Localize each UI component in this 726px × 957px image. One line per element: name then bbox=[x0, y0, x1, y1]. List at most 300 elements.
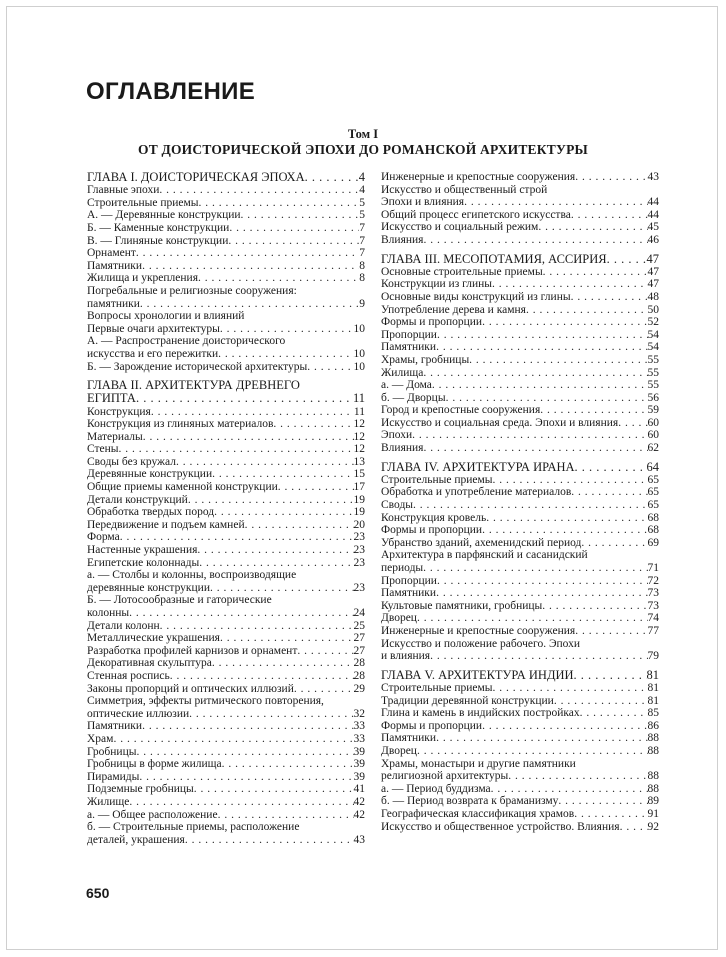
toc-entry bbox=[87, 519, 365, 532]
entry-title: Пирамиды bbox=[87, 770, 140, 783]
entry-page-number: 89 bbox=[647, 795, 659, 808]
entry-title: Жилища bbox=[381, 366, 424, 379]
dot-leader bbox=[212, 468, 353, 481]
entry-page-number: 29 bbox=[353, 682, 365, 695]
dot-leader bbox=[469, 354, 647, 367]
toc-entry bbox=[87, 335, 365, 360]
entry-title: Памятники bbox=[381, 732, 437, 745]
toc-chapter bbox=[381, 253, 659, 266]
dot-leader bbox=[508, 770, 647, 783]
dot-leader bbox=[194, 783, 354, 796]
toc-chapter bbox=[87, 379, 365, 405]
entry-page-number: 73 bbox=[647, 587, 659, 600]
dot-leader bbox=[218, 348, 353, 361]
entry-page-number: 88 bbox=[647, 770, 659, 783]
entry-title: Пропорции bbox=[381, 328, 437, 341]
entry-page-number: 47 bbox=[647, 265, 659, 278]
toc-entry bbox=[87, 821, 365, 846]
entry-title: Строительные приемы bbox=[87, 196, 199, 209]
dot-leader bbox=[136, 746, 353, 759]
dot-leader bbox=[575, 461, 647, 474]
toc-entry bbox=[87, 481, 365, 494]
entry-title-line: Симметрия, эффекты ритмического повторения, bbox=[87, 695, 324, 708]
dot-leader bbox=[446, 392, 648, 405]
toc-entry bbox=[87, 783, 365, 796]
entry-page-number: 46 bbox=[647, 233, 659, 246]
entry-page-number: 28 bbox=[353, 669, 365, 682]
toc-entry bbox=[87, 285, 365, 310]
entry-title: Формы и пропорции bbox=[381, 524, 483, 537]
entry-page-number: 62 bbox=[647, 442, 659, 455]
dot-leader bbox=[423, 367, 647, 380]
entry-title: ЕГИПТА bbox=[87, 391, 136, 406]
dot-leader bbox=[412, 429, 647, 442]
toc-entry bbox=[87, 531, 365, 544]
toc-entry bbox=[87, 695, 365, 720]
toc-entry bbox=[87, 456, 365, 469]
entry-title: деревянные конструкции bbox=[87, 581, 210, 594]
entry-page-number: 73 bbox=[647, 599, 659, 612]
entry-page-number: 5 bbox=[359, 209, 365, 222]
entry-page-number: 88 bbox=[647, 732, 659, 745]
dot-leader bbox=[136, 247, 359, 260]
entry-title: Детали конструкций bbox=[87, 493, 188, 506]
dot-leader bbox=[464, 196, 647, 209]
dot-leader bbox=[491, 783, 648, 796]
entry-page-number: 50 bbox=[647, 303, 659, 316]
dot-leader bbox=[581, 537, 647, 550]
toc-entry bbox=[381, 512, 659, 525]
entry-title: Искусство и социальный режим bbox=[381, 221, 539, 234]
entry-page-number: 39 bbox=[353, 745, 365, 758]
toc-entry bbox=[381, 783, 659, 796]
dot-leader bbox=[423, 562, 647, 575]
entry-title: Детали колонн bbox=[87, 619, 160, 632]
toc-entry bbox=[87, 771, 365, 784]
entry-title: Влияния bbox=[381, 233, 424, 246]
entry-page-number: 12 bbox=[353, 418, 365, 431]
dot-leader bbox=[113, 733, 353, 746]
toc-entry bbox=[87, 796, 365, 809]
entry-title: искусства и его пережитки bbox=[87, 347, 219, 360]
entry-page-number: 54 bbox=[647, 341, 659, 354]
entry-title: Культовые памятники, гробницы bbox=[381, 599, 543, 612]
entry-title: Вопросы хронологии и влияний bbox=[87, 310, 245, 323]
dot-leader bbox=[607, 253, 647, 266]
dot-leader bbox=[129, 607, 353, 620]
entry-title: Общие приемы каменной конструкции bbox=[87, 481, 278, 494]
toc-entry bbox=[381, 682, 659, 695]
entry-page-number: 43 bbox=[647, 171, 659, 183]
entry-page-number: 23 bbox=[353, 581, 365, 594]
toc-entry bbox=[381, 549, 659, 574]
entry-page-number: 27 bbox=[353, 632, 365, 645]
volume-title: ОТ ДОИСТОРИЧЕСКОЙ ЭПОХИ ДО РОМАНСКОЙ АРХИТЕКТУРЫ bbox=[138, 142, 588, 157]
entry-title: Памятники bbox=[381, 341, 437, 354]
entry-page-number: 33 bbox=[353, 720, 365, 733]
toc-entry bbox=[381, 221, 659, 234]
entry-title: Искусство и социальная среда. Эпохи и влияния bbox=[381, 416, 619, 429]
entry-page-number: 44 bbox=[647, 196, 659, 209]
dot-leader bbox=[278, 481, 354, 494]
toc-entry bbox=[87, 260, 365, 273]
entry-page-number: 81 bbox=[647, 681, 659, 694]
entry-page-number: 10 bbox=[353, 360, 365, 373]
dot-leader bbox=[486, 512, 647, 525]
dot-leader bbox=[142, 720, 353, 733]
dot-leader bbox=[575, 625, 647, 638]
entry-title: Стенная роспись bbox=[87, 669, 170, 682]
toc-entry bbox=[381, 266, 659, 279]
entry-title: Своды bbox=[381, 499, 414, 512]
dot-leader bbox=[307, 361, 353, 374]
entry-title: колонны bbox=[87, 607, 130, 620]
toc-entry bbox=[87, 645, 365, 658]
entry-page-number: 24 bbox=[353, 607, 365, 620]
entry-title: Влияния bbox=[381, 442, 424, 455]
entry-title: Памятники bbox=[87, 720, 143, 733]
entry-page-number: 47 bbox=[646, 251, 659, 266]
entry-page-number: 7 bbox=[359, 234, 365, 247]
toc-entry bbox=[87, 323, 365, 336]
toc-entry bbox=[381, 304, 659, 317]
entry-page-number: 5 bbox=[359, 196, 365, 209]
toc-entry bbox=[87, 544, 365, 557]
entry-page-number: 12 bbox=[353, 430, 365, 443]
dot-leader bbox=[228, 235, 359, 248]
entry-page-number: 72 bbox=[647, 574, 659, 587]
entry-title: деталей, украшения bbox=[87, 833, 185, 846]
entry-title: Форма bbox=[87, 531, 120, 544]
dot-leader bbox=[554, 695, 648, 708]
entry-title: Храм bbox=[87, 732, 114, 745]
toc-entry bbox=[381, 600, 659, 613]
entry-page-number: 69 bbox=[647, 536, 659, 549]
dot-leader bbox=[188, 494, 354, 507]
entry-page-number: 56 bbox=[647, 391, 659, 404]
toc-entry bbox=[381, 429, 659, 442]
dot-leader bbox=[245, 519, 354, 532]
toc-entry bbox=[87, 569, 365, 594]
entry-page-number: 65 bbox=[647, 473, 659, 486]
entry-title-line: ГЛАВА II. АРХИТЕКТУРА ДРЕВНЕГО bbox=[87, 378, 300, 393]
entry-title: Строительные приемы bbox=[381, 681, 493, 694]
entry-title: Памятники bbox=[381, 587, 437, 600]
entry-title: Формы и пропорции bbox=[381, 719, 483, 732]
entry-page-number: 81 bbox=[647, 694, 659, 707]
dot-leader bbox=[482, 524, 647, 537]
dot-leader bbox=[220, 632, 354, 645]
toc-entry bbox=[381, 821, 659, 834]
toc-entry bbox=[381, 707, 659, 720]
entry-page-number: 47 bbox=[647, 278, 659, 291]
entry-title: Гробницы bbox=[87, 745, 137, 758]
toc-entry bbox=[381, 745, 659, 758]
dot-leader bbox=[558, 795, 647, 808]
entry-page-number: 54 bbox=[647, 328, 659, 341]
entry-title: Общий процесс египетского искусства bbox=[381, 208, 571, 221]
entry-page-number: 77 bbox=[647, 625, 659, 637]
toc-entry bbox=[381, 625, 659, 638]
entry-title: б. — Дворцы bbox=[381, 391, 446, 404]
entry-page-number: 23 bbox=[353, 556, 365, 569]
toc-entry bbox=[381, 404, 659, 417]
entry-page-number: 39 bbox=[353, 770, 365, 783]
dot-leader bbox=[430, 650, 647, 663]
dot-leader bbox=[120, 531, 354, 544]
dot-leader bbox=[571, 209, 648, 222]
entry-title: Стены bbox=[87, 443, 119, 456]
toc-right-column bbox=[381, 171, 659, 833]
dot-leader bbox=[540, 404, 647, 417]
entry-title-line: Искусство и положение рабочего. Эпохи bbox=[381, 637, 581, 650]
toc-entry bbox=[87, 809, 365, 822]
toc-entry bbox=[381, 587, 659, 600]
dot-leader bbox=[437, 575, 648, 588]
dot-leader bbox=[185, 834, 354, 847]
entry-title: Египетские колоннады bbox=[87, 556, 200, 569]
toc-entry bbox=[87, 494, 365, 507]
entry-page-number: 19 bbox=[353, 506, 365, 519]
toc-entry bbox=[381, 291, 659, 304]
entry-title: Подземные гробницы bbox=[87, 783, 194, 796]
dot-leader bbox=[543, 266, 648, 279]
toc-chapter bbox=[381, 461, 659, 474]
entry-page-number: 11 bbox=[352, 391, 365, 406]
toc-entry bbox=[87, 758, 365, 771]
entry-title: а. — Дома bbox=[381, 379, 432, 392]
entry-title: ГЛАВА I. ДОИСТОРИЧЕСКАЯ ЭПОХА bbox=[87, 170, 305, 184]
entry-page-number: 81 bbox=[646, 667, 659, 682]
toc-entry bbox=[381, 354, 659, 367]
toc-entry bbox=[87, 594, 365, 619]
entry-page-number: 85 bbox=[647, 707, 659, 720]
entry-title: Искусство и общественный строй bbox=[381, 183, 548, 196]
toc-entry bbox=[87, 733, 365, 746]
toc-entry bbox=[87, 431, 365, 444]
dot-leader bbox=[136, 392, 353, 405]
entry-title-line: Храмы, монастыри и другие памятники bbox=[381, 757, 576, 770]
entry-title: Строительные приемы bbox=[381, 473, 493, 486]
toc-entry bbox=[381, 209, 659, 222]
toc-entry bbox=[381, 795, 659, 808]
toc-left-column bbox=[87, 171, 365, 846]
entry-title: Дворец bbox=[381, 612, 417, 625]
dot-leader bbox=[210, 582, 354, 595]
dot-leader bbox=[212, 657, 354, 670]
entry-page-number: 17 bbox=[353, 481, 365, 494]
entry-title: Дворец bbox=[381, 744, 417, 757]
toc-entry bbox=[87, 235, 365, 248]
entry-title: Металлические украшения bbox=[87, 632, 220, 645]
toc-entry bbox=[381, 720, 659, 733]
entry-title: религиозной архитектуры bbox=[381, 770, 509, 783]
toc-entry bbox=[381, 442, 659, 455]
entry-title: Употребление дерева и камня bbox=[381, 303, 526, 316]
toc-entry bbox=[381, 379, 659, 392]
toc-entry bbox=[87, 310, 365, 323]
toc-entry bbox=[381, 695, 659, 708]
entry-page-number: 10 bbox=[353, 347, 365, 360]
entry-title: Деревянные конструкции bbox=[87, 468, 213, 481]
entry-page-number: 55 bbox=[647, 366, 659, 379]
dot-leader bbox=[482, 720, 647, 733]
entry-page-number: 60 bbox=[647, 429, 659, 442]
toc-entry bbox=[381, 758, 659, 783]
entry-page-number: 27 bbox=[353, 644, 365, 657]
dot-leader bbox=[160, 620, 354, 633]
dot-leader bbox=[574, 669, 647, 682]
entry-page-number: 68 bbox=[647, 524, 659, 537]
entry-title: Убранство зданий, ахеменидский период bbox=[381, 536, 582, 549]
toc-entry bbox=[381, 171, 659, 184]
dot-leader bbox=[229, 222, 359, 235]
dot-leader bbox=[222, 758, 354, 771]
entry-title: Законы пропорций и оптических иллюзий bbox=[87, 682, 294, 695]
entry-page-number: 74 bbox=[647, 612, 659, 625]
entry-title: Своды без кружал bbox=[87, 455, 176, 468]
entry-title: ГЛАВА V. АРХИТЕКТУРА ИНДИИ bbox=[381, 667, 574, 682]
entry-title: Традиции деревянной конструкции bbox=[381, 694, 554, 707]
dot-leader bbox=[575, 171, 647, 184]
entry-page-number: 48 bbox=[647, 290, 659, 303]
entry-title: Б. — Каменные конструкции bbox=[87, 221, 230, 234]
toc-entry bbox=[87, 720, 365, 733]
entry-page-number: 92 bbox=[647, 820, 659, 833]
entry-title: Формы и пропорции bbox=[381, 316, 483, 329]
entry-page-number: 33 bbox=[353, 732, 365, 745]
entry-page-number: 4 bbox=[358, 170, 365, 184]
toc-chapter bbox=[87, 171, 365, 184]
dot-leader bbox=[214, 506, 353, 519]
entry-title: ГЛАВА III. МЕСОПОТАМИЯ, АССИРИЯ bbox=[381, 251, 607, 266]
entry-page-number: 52 bbox=[647, 316, 659, 329]
toc-entry bbox=[87, 418, 365, 431]
entry-title: Географическая классификация храмов bbox=[381, 807, 575, 820]
entry-title: Инженерные и крепостные сооружения bbox=[381, 171, 576, 183]
toc-entry bbox=[87, 247, 365, 260]
entry-title: Конструкция кровель bbox=[381, 511, 487, 524]
volume-label: Том I bbox=[347, 127, 379, 141]
entry-page-number: 88 bbox=[647, 782, 659, 795]
entry-title: а. — Общее расположение bbox=[87, 808, 218, 821]
entry-page-number: 28 bbox=[353, 657, 365, 670]
entry-page-number: 7 bbox=[359, 221, 365, 234]
toc-entry bbox=[381, 499, 659, 512]
dot-leader bbox=[197, 544, 353, 557]
entry-page-number: 55 bbox=[647, 353, 659, 366]
entry-page-number: 91 bbox=[647, 807, 659, 820]
entry-page-number: 68 bbox=[647, 511, 659, 524]
entry-title: оптические иллюзии bbox=[87, 707, 190, 720]
entry-title: Орнамент bbox=[87, 247, 136, 260]
entry-page-number: 65 bbox=[647, 486, 659, 499]
dot-leader bbox=[297, 645, 353, 658]
entry-title: и влияния bbox=[381, 650, 431, 663]
dot-leader bbox=[571, 486, 647, 499]
dot-leader bbox=[580, 707, 648, 720]
entry-page-number: 55 bbox=[647, 379, 659, 392]
entry-title-line: б. — Строительные приемы, расположение bbox=[87, 821, 300, 834]
toc-entry bbox=[381, 234, 659, 247]
entry-title: Декоративная скульптура bbox=[87, 657, 212, 670]
toc-entry bbox=[87, 670, 365, 683]
dot-leader bbox=[526, 304, 648, 317]
dot-leader bbox=[542, 600, 647, 613]
dot-leader bbox=[423, 234, 647, 247]
entry-title: Б. — Зарождение исторической архитектуры bbox=[87, 360, 308, 373]
entry-page-number: 8 bbox=[359, 272, 365, 285]
toc-entry bbox=[381, 638, 659, 663]
entry-title: Настенные украшения bbox=[87, 544, 198, 557]
dot-leader bbox=[189, 708, 353, 721]
dot-leader bbox=[139, 771, 353, 784]
entry-title: Жилища и укрепления bbox=[87, 272, 199, 285]
toc-entry bbox=[381, 417, 659, 430]
entry-page-number: 4 bbox=[359, 184, 365, 197]
entry-title-line: а. — Столбы и колонны, воспроизводящие bbox=[87, 569, 297, 582]
entry-title: Храмы, гробницы bbox=[381, 353, 470, 366]
dot-leader bbox=[198, 272, 359, 285]
entry-title: периоды bbox=[381, 562, 424, 575]
toc-entry bbox=[87, 209, 365, 222]
dot-leader bbox=[119, 443, 354, 456]
entry-title-line: Архитектура в парфянский и сасанидский bbox=[381, 549, 588, 562]
dot-leader bbox=[176, 456, 354, 469]
dot-leader bbox=[492, 682, 647, 695]
entry-page-number: 65 bbox=[647, 499, 659, 512]
dot-leader bbox=[482, 316, 647, 329]
toc-entry bbox=[87, 632, 365, 645]
toc-entry bbox=[381, 474, 659, 487]
dot-leader bbox=[432, 379, 648, 392]
entry-title: Материалы bbox=[87, 430, 143, 443]
entry-title: Передвижение и подъем камней bbox=[87, 518, 245, 531]
entry-title: А. — Деревянные конструкции bbox=[87, 209, 241, 222]
dot-leader bbox=[273, 418, 353, 431]
toc-entry bbox=[87, 468, 365, 481]
toc-entry bbox=[87, 620, 365, 633]
entry-title: Обработка и употребление материалов bbox=[381, 486, 572, 499]
entry-title: Город и крепостные сооружения bbox=[381, 404, 541, 417]
page-number: 650 bbox=[86, 885, 110, 901]
entry-page-number: 10 bbox=[353, 322, 365, 335]
dot-leader bbox=[574, 808, 647, 821]
entry-page-number: 41 bbox=[353, 783, 365, 796]
entry-page-number: 59 bbox=[647, 404, 659, 417]
dot-leader bbox=[294, 683, 354, 696]
dot-leader bbox=[170, 670, 354, 683]
dot-leader bbox=[218, 809, 354, 822]
entry-page-number: 39 bbox=[353, 758, 365, 771]
entry-title-line: А. — Распространение доисторического bbox=[87, 335, 286, 348]
entry-page-number: 15 bbox=[353, 468, 365, 481]
dot-leader bbox=[417, 612, 648, 625]
entry-title: Основные строительные приемы bbox=[381, 265, 543, 278]
toc-entry bbox=[87, 197, 365, 210]
entry-page-number: 25 bbox=[353, 619, 365, 632]
entry-title: Конструкция bbox=[87, 405, 151, 418]
entry-title: Пропорции bbox=[381, 574, 437, 587]
entry-title: Жилище bbox=[87, 795, 130, 808]
dot-leader bbox=[620, 821, 648, 834]
entry-page-number: 71 bbox=[647, 562, 659, 575]
entry-title: Инженерные и крепостные сооружения bbox=[381, 625, 576, 637]
entry-title: Глина и камень в индийских постройках bbox=[381, 707, 580, 720]
toc-entry bbox=[87, 184, 365, 197]
entry-title: В. — Глиняные конструкции bbox=[87, 234, 229, 247]
dot-leader bbox=[436, 341, 647, 354]
